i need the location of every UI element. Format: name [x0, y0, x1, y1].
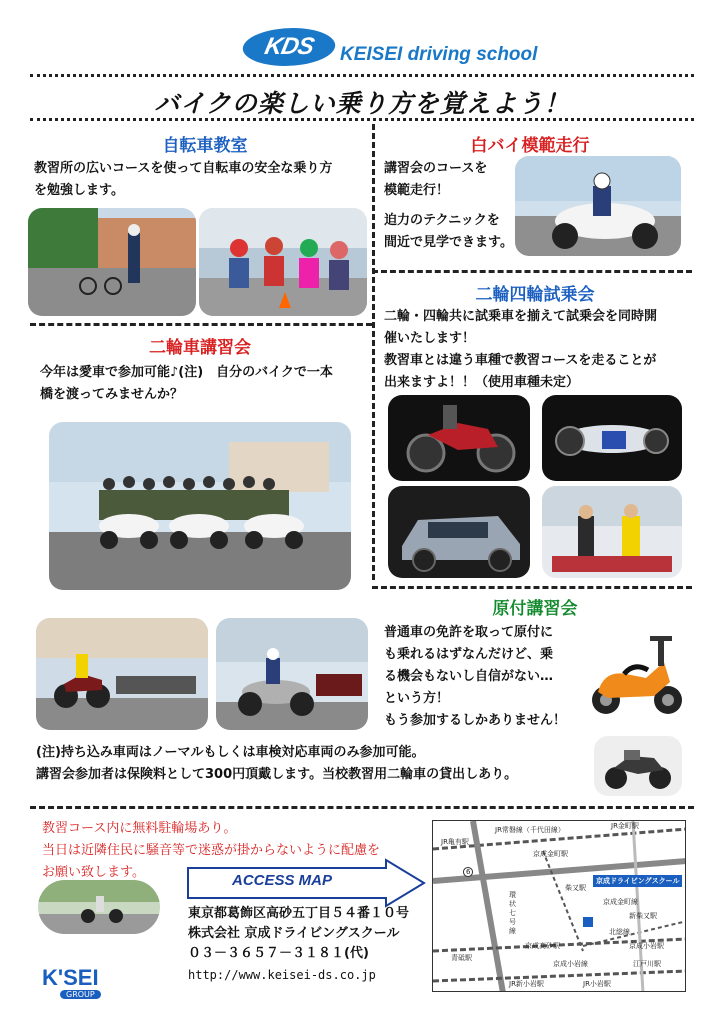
- motorcycle-course-description: [40, 362, 333, 406]
- rental-bike-photo: [594, 736, 682, 796]
- map-label: 柴又駅: [565, 884, 586, 892]
- kds-logo: [239, 28, 339, 66]
- map-label: 京成小岩駅: [629, 942, 664, 950]
- staff-photo: [542, 486, 682, 578]
- main-title: バイクの楽しい乗り方を覚えよう！: [154, 89, 570, 118]
- text-line: もう参加するしかありません！: [384, 713, 567, 728]
- text-line: も乗れるはずなんだけど、乗: [384, 647, 554, 662]
- text-line: 模範走行！: [384, 183, 450, 198]
- moped-description: [384, 622, 566, 732]
- parking-photo: [38, 880, 160, 934]
- map-label: 新柴又駅: [629, 912, 657, 920]
- bicycle-photo-2: [199, 208, 367, 316]
- phone-number: ０３－３６５７－３１８１(代): [188, 946, 369, 961]
- access-map-label: ACCESS MAP: [232, 872, 333, 889]
- note-line: 講習会参加者は保険料として300円頂戴します。当校教習用二輪車の貸出しあり。: [36, 767, 518, 782]
- keisei-group-sub: GROUP: [60, 990, 101, 999]
- title-divider: [30, 118, 694, 121]
- test-ride-description: [384, 306, 657, 394]
- map-label: 京成小岩線: [553, 960, 588, 968]
- riders-photo-1: [36, 618, 208, 730]
- right-divider-2: [372, 586, 692, 589]
- moped-section-title: 原付講習会: [492, 599, 578, 619]
- left-divider-1: [30, 323, 372, 326]
- header-divider: [30, 74, 694, 77]
- address: 東京都葛飾区高砂五丁目５４番１０号: [188, 906, 410, 921]
- school-name-logo: KEISEI driving school: [340, 44, 538, 65]
- text-line: る機会もないし自信がない…: [384, 669, 554, 684]
- text-line: 迫力のテクニックを: [384, 213, 500, 228]
- text-line: 催いたします！: [384, 331, 476, 346]
- motorcycle-photo-1: [388, 395, 530, 481]
- bicycle-photo-1: [28, 208, 196, 316]
- motorcycle-photo-2: [542, 395, 682, 481]
- map-school-label: 京成ドライビングスクール: [593, 875, 682, 887]
- kds-logo-mark: KDS: [262, 33, 316, 60]
- participation-note: [36, 742, 517, 786]
- map-label: JR小岩駅: [583, 980, 611, 988]
- map-label: 青砥駅: [451, 954, 472, 962]
- note-line: (注)持ち込み車両はノーマルもしくは車検対応車両のみ参加可能。: [36, 745, 425, 760]
- map-label: JR金町駅: [611, 822, 639, 830]
- test-ride-section-title: 二輪四輪試乗会: [475, 285, 595, 305]
- police-description: [384, 158, 513, 254]
- text-line: 間近で見学できます。: [384, 235, 513, 250]
- map-label: 京成金町駅: [533, 850, 568, 858]
- red-note-line: 当日は近隣住民に騒音等で迷惑が掛からないように配慮を: [42, 843, 381, 858]
- text-line: という方！: [384, 691, 450, 706]
- right-divider-1: [372, 270, 692, 273]
- text-line: 二輪・四輪共に試乗車を揃えて試乗会を同時開: [384, 309, 658, 324]
- map-label: 江戸川駅: [633, 960, 661, 968]
- police-bike-photo: [515, 156, 681, 256]
- red-note-line: お願い致します。: [42, 865, 145, 880]
- map-label: JR亀有駅: [441, 838, 469, 846]
- bicycle-section-title: 自転車教室: [162, 136, 248, 156]
- text-line: 教習車とは違う車種で教習コースを走ることが: [384, 353, 657, 368]
- contact-info: [188, 904, 409, 986]
- bicycle-description: [34, 158, 332, 202]
- map-label: JR新小岩駅: [509, 980, 544, 988]
- police-section-title: 白バイ模範走行: [470, 136, 590, 156]
- text-line: 橋を渡ってみませんか？: [40, 387, 184, 402]
- text-line: 教習所の広いコースを使って自転車の安全な乗り方: [34, 161, 333, 176]
- map-label: JR常磐線（千代田線）: [495, 826, 565, 834]
- text-line: 出来ますよ！！（使用車種未定）: [384, 375, 580, 390]
- moped-image: [584, 622, 688, 722]
- access-map[interactable]: [432, 820, 686, 992]
- map-label: 環状七号線: [509, 891, 516, 935]
- red-note-line: 教習コース内に無料駐輪場あり。: [42, 821, 237, 836]
- map-label: 北総線: [609, 928, 630, 936]
- website-url[interactable]: http://www.keisei-ds.co.jp: [188, 968, 376, 982]
- map-label: 6: [463, 867, 473, 877]
- company-name: 株式会社 京成ドライビングスクール: [188, 926, 400, 941]
- text-line: を勉強します。: [34, 183, 124, 198]
- text-line: 今年は愛車で参加可能♪(注) 自分のバイクで一本: [40, 365, 333, 380]
- text-line: 講習会のコースを: [384, 161, 488, 176]
- map-label: 京成金町線: [603, 898, 638, 906]
- footer-divider: [30, 806, 694, 809]
- riders-photo-2: [216, 618, 368, 730]
- spacer: [384, 202, 513, 210]
- group-photo: [49, 422, 351, 590]
- map-label: 京成高砂駅: [525, 942, 560, 950]
- keisei-group-logo: K'SEI: [42, 965, 99, 990]
- column-divider: [372, 124, 375, 580]
- car-photo: [388, 486, 530, 578]
- motorcycle-course-title: 二輪車講習会: [149, 338, 251, 358]
- text-line: 普通車の免許を取って原付に: [384, 625, 554, 640]
